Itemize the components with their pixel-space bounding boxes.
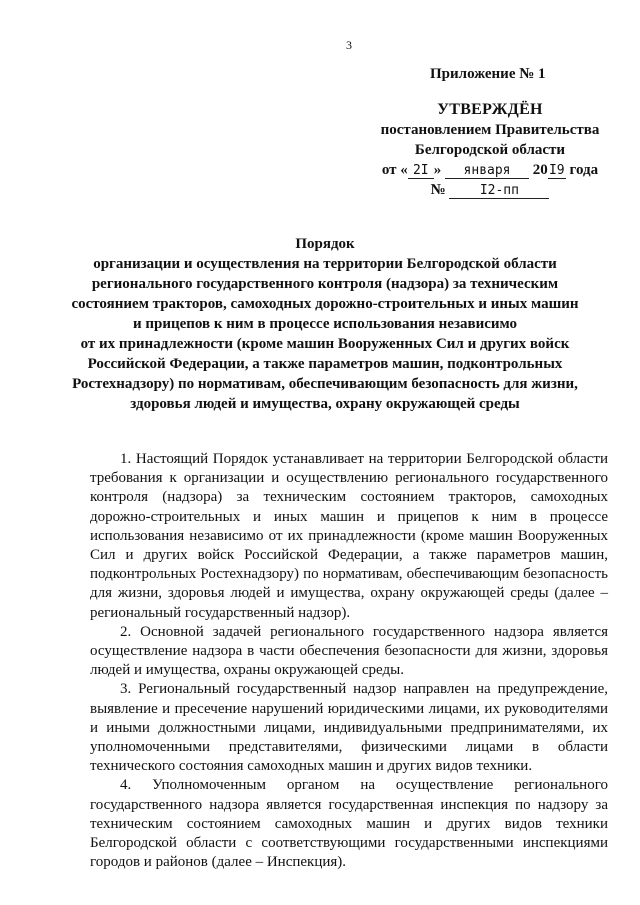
paragraph-2: 2. Основной задачей регионального государственного надзора является осуществление надзора в части обеспечения безопасности для жизни, здоровья людей и имущества, охраны окружающей среды. — [90, 623, 608, 679]
paragraph-4: 4. Уполномоченным органом на осуществление регионального государственного надзора является государственная инспекция по надзору за техническим состоянием самоходных машин и других видов техники Белгородской области с соответствующими государственными инспекциями городов и районов (далее – Инспекция). — [90, 777, 608, 871]
document-body — [90, 450, 608, 872]
approval-line-1: постановлением Правительства — [380, 122, 600, 138]
date-month: января — [445, 163, 529, 179]
paragraph-1: 1. Настоящий Порядок устанавливает на территории Белгородской области требования к организации и осуществлению регионального государственного контроля (надзора) за техническим состоянием тракторов, самоходных дорожно-строительных и иных машин и прицепов к ним в процессе использования независимо от их принадлежности (кроме машин Вооруженных Сил и других войск Российской Федерации, а также параметров машин, подконтрольных Ростехнадзору) по нормативам, обеспечивающим безопасность для жизни, здоровья людей и имущества, охрану окружающей среды (далее – региональный государственный надзор). — [90, 451, 608, 621]
page-number: 3 — [346, 38, 352, 52]
date-day: 2I — [408, 163, 434, 179]
paragraph-3: 3. Региональный государственный надзор направлен на предупреждение, выявление и пресечение нарушений юридическими лицами, их руководителями и иными должностными лицами, индивидуальными предпринимателями, их уполномоченными представителями, физическими лицами в области технического состояния самоходных машин и других видов техники. — [90, 681, 608, 775]
title-line: Ростехнадзору) по нормативам, обеспечивающим безопасность для жизни, — [72, 376, 578, 392]
date-year-prefix: 20 — [532, 162, 548, 178]
approval-date — [360, 160, 620, 180]
title-line: и прицепов к ним в процессе использования независимо — [132, 316, 518, 332]
approval-heading: УТВЕРЖДЁН — [437, 101, 543, 118]
date-year: I9 — [548, 163, 565, 178]
document-title — [60, 234, 590, 414]
date-suffix: года — [569, 162, 599, 178]
title-line: Российской Федерации, а также параметров машин, подконтрольных — [87, 356, 563, 372]
title-line: состоянием тракторов, самоходных дорожно-строительных и иных машин — [71, 296, 579, 312]
title-line: регионального государственного контроля (надзора) за техническим — [91, 276, 559, 292]
title-line: здоровья людей и имущества, охрану окружающей среды — [130, 396, 520, 412]
title-line: организации и осуществления на территории Белгородской области — [93, 256, 557, 272]
number-label: № — [430, 182, 446, 198]
approval-number — [360, 180, 620, 200]
approval-block — [360, 100, 620, 200]
number-value: I2-пп — [449, 183, 549, 199]
appendix-label: Приложение № 1 — [430, 66, 546, 82]
date-prefix: от « — [381, 162, 408, 178]
date-day-suffix: » — [433, 162, 442, 178]
approval-line-2: Белгородской области — [414, 142, 566, 158]
title-line: от их принадлежности (кроме машин Вооруженных Сил и других войск — [80, 336, 570, 352]
title-heading: Порядок — [295, 236, 355, 252]
